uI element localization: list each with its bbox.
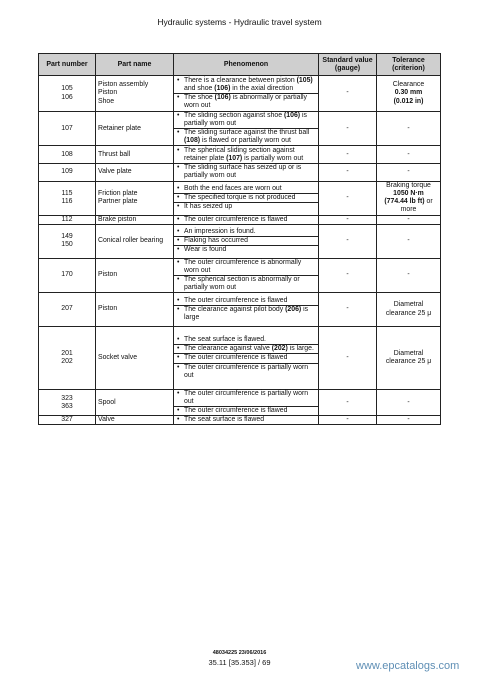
- phenomenon-item: • The sliding surface has seized up or is partially worn out: [174, 164, 318, 180]
- phenomenon-cell: [174, 293, 319, 327]
- part-name-cell: Friction plate Partner plate: [96, 181, 174, 215]
- part-name-cell: Piston: [96, 258, 174, 292]
- standard-value-cell: -: [319, 164, 377, 181]
- part-name-cell: Retainer plate: [96, 112, 174, 146]
- phenomenon-cell: [174, 215, 319, 224]
- standard-value-cell: -: [319, 258, 377, 292]
- standard-value-cell: -: [319, 112, 377, 146]
- phenomenon-item: • Both the end faces are worn out: [174, 185, 318, 194]
- table-row: [39, 390, 441, 416]
- phenomenon-cell: [174, 416, 319, 425]
- phenomenon-item: • The seat surface is flawed.: [174, 336, 318, 345]
- phenomenon-item: • The outer circumference is flawed: [174, 216, 318, 224]
- standard-value-cell: -: [319, 181, 377, 215]
- phenomenon-item: • The outer circumference is partially worn out: [174, 390, 318, 407]
- phenomenon-cell: [174, 181, 319, 215]
- header-standard-value: Standard value (gauge): [319, 54, 377, 76]
- table-row: [39, 258, 441, 292]
- phenomenon-item: • The sliding surface against the thrust ball (108) is flawed or partially worn out: [174, 129, 318, 145]
- phenomenon-item: • The outer circumference is flawed: [174, 297, 318, 306]
- phenomenon-item: • The spherical sliding section against retainer plate (107) is partially worn out: [174, 147, 318, 163]
- phenomenon-item: • The outer circumference is partially worn out: [174, 364, 318, 380]
- part-name-cell: Thrust ball: [96, 146, 174, 164]
- part-name-cell: Valve: [96, 416, 174, 425]
- phenomenon-cell: [174, 146, 319, 164]
- part-number-cell: 201 202: [39, 327, 96, 390]
- phenomenon-item: • The seat surface is flawed: [174, 416, 318, 424]
- phenomenon-item: • The clearance against valve (202) is large.: [174, 345, 318, 354]
- phenomenon-item: • It has seized up: [174, 203, 318, 211]
- part-number-cell: 105 106: [39, 76, 96, 112]
- part-name-cell: Piston assembly Piston Shoe: [96, 76, 174, 112]
- part-number-cell: 327: [39, 416, 96, 425]
- table-row: [39, 416, 441, 425]
- phenomenon-cell: [174, 164, 319, 181]
- header-part-name: Part name: [96, 54, 174, 76]
- part-name-cell: Socket valve: [96, 327, 174, 390]
- standard-value-cell: -: [319, 293, 377, 327]
- standard-value-cell: -: [319, 215, 377, 224]
- phenomenon-cell: [174, 258, 319, 292]
- header-tolerance: Tolerance (criterion): [377, 54, 441, 76]
- phenomenon-item: • The outer circumference is flawed: [174, 354, 318, 363]
- phenomenon-item: • The specified torque is not produced: [174, 194, 318, 203]
- phenomenon-item: • The outer circumference is flawed: [174, 407, 318, 415]
- table-row: [39, 293, 441, 327]
- part-name-cell: Brake piston: [96, 215, 174, 224]
- tolerance-cell: -: [377, 112, 441, 146]
- phenomenon-item: • There is a clearance between piston (105) and shoe (106) in the axial direction: [174, 77, 318, 94]
- part-name-cell: Conical roller bearing: [96, 224, 174, 258]
- part-name-cell: Valve plate: [96, 164, 174, 181]
- tolerance-cell: -: [377, 258, 441, 292]
- standard-value-cell: -: [319, 390, 377, 416]
- document-date: 48034225 23/06/2016: [212, 650, 267, 656]
- page-header: Hydraulic systems - Hydraulic travel system: [157, 17, 322, 27]
- standard-value-cell: -: [319, 76, 377, 112]
- part-number-cell: 108: [39, 146, 96, 164]
- table-header-row: [39, 54, 441, 76]
- phenomenon-cell: [174, 327, 319, 390]
- table-row: [39, 224, 441, 258]
- phenomenon-cell: [174, 224, 319, 258]
- phenomenon-cell: [174, 112, 319, 146]
- standard-value-cell: -: [319, 327, 377, 390]
- table-row: [39, 215, 441, 224]
- standard-value-cell: -: [319, 224, 377, 258]
- tolerance-cell: -: [377, 416, 441, 425]
- tolerance-cell: -: [377, 146, 441, 164]
- tolerance-cell: -: [377, 390, 441, 416]
- phenomenon-item: • The clearance against pilot body (206) is large: [174, 306, 318, 322]
- table-row: [39, 146, 441, 164]
- part-name-cell: Spool: [96, 390, 174, 416]
- header-part-number: Part number: [39, 54, 96, 76]
- table-row: [39, 76, 441, 112]
- phenomenon-item: • Wear is found: [174, 246, 318, 254]
- page-number: 35.11 [35.353] / 69: [208, 658, 271, 667]
- tolerance-cell: Diametral clearance 25 μ: [377, 327, 441, 390]
- header-phenomenon: Phenomenon: [174, 54, 319, 76]
- standard-value-cell: -: [319, 146, 377, 164]
- table-row: [39, 181, 441, 215]
- phenomenon-cell: [174, 390, 319, 416]
- part-number-cell: 109: [39, 164, 96, 181]
- phenomenon-item: • The shoe (106) is abnormally or partially worn out: [174, 94, 318, 110]
- phenomenon-item: • The sliding section against shoe (106) is partially worn out: [174, 112, 318, 129]
- table-row: [39, 164, 441, 181]
- phenomenon-item: • The outer circumference is abnormally worn out: [174, 259, 318, 276]
- tolerance-cell: Diametral clearance 25 μ: [377, 293, 441, 327]
- phenomenon-item: • Flaking has occurred: [174, 237, 318, 246]
- tolerance-cell: -: [377, 164, 441, 181]
- part-number-cell: 170: [39, 258, 96, 292]
- part-number-cell: 207: [39, 293, 96, 327]
- inspection-table: [38, 53, 441, 425]
- phenomenon-cell: [174, 76, 319, 112]
- tolerance-cell: -: [377, 224, 441, 258]
- table-row: [39, 112, 441, 146]
- part-name-cell: Piston: [96, 293, 174, 327]
- phenomenon-item: • The spherical section is abnormally or partially worn out: [174, 276, 318, 292]
- part-number-cell: 115 116: [39, 181, 96, 215]
- part-number-cell: 112: [39, 215, 96, 224]
- part-number-cell: 323 363: [39, 390, 96, 416]
- watermark: www.epcatalogs.com: [356, 660, 460, 672]
- tolerance-cell: Braking torque 1050 N·m (774.44 lb ft) or more: [377, 181, 441, 215]
- tolerance-cell: -: [377, 215, 441, 224]
- tolerance-cell: Clearance 0.30 mm (0.012 in): [377, 76, 441, 112]
- part-number-cell: 107: [39, 112, 96, 146]
- table-row: [39, 327, 441, 390]
- phenomenon-item: • An impression is found.: [174, 228, 318, 237]
- standard-value-cell: -: [319, 416, 377, 425]
- part-number-cell: 149 150: [39, 224, 96, 258]
